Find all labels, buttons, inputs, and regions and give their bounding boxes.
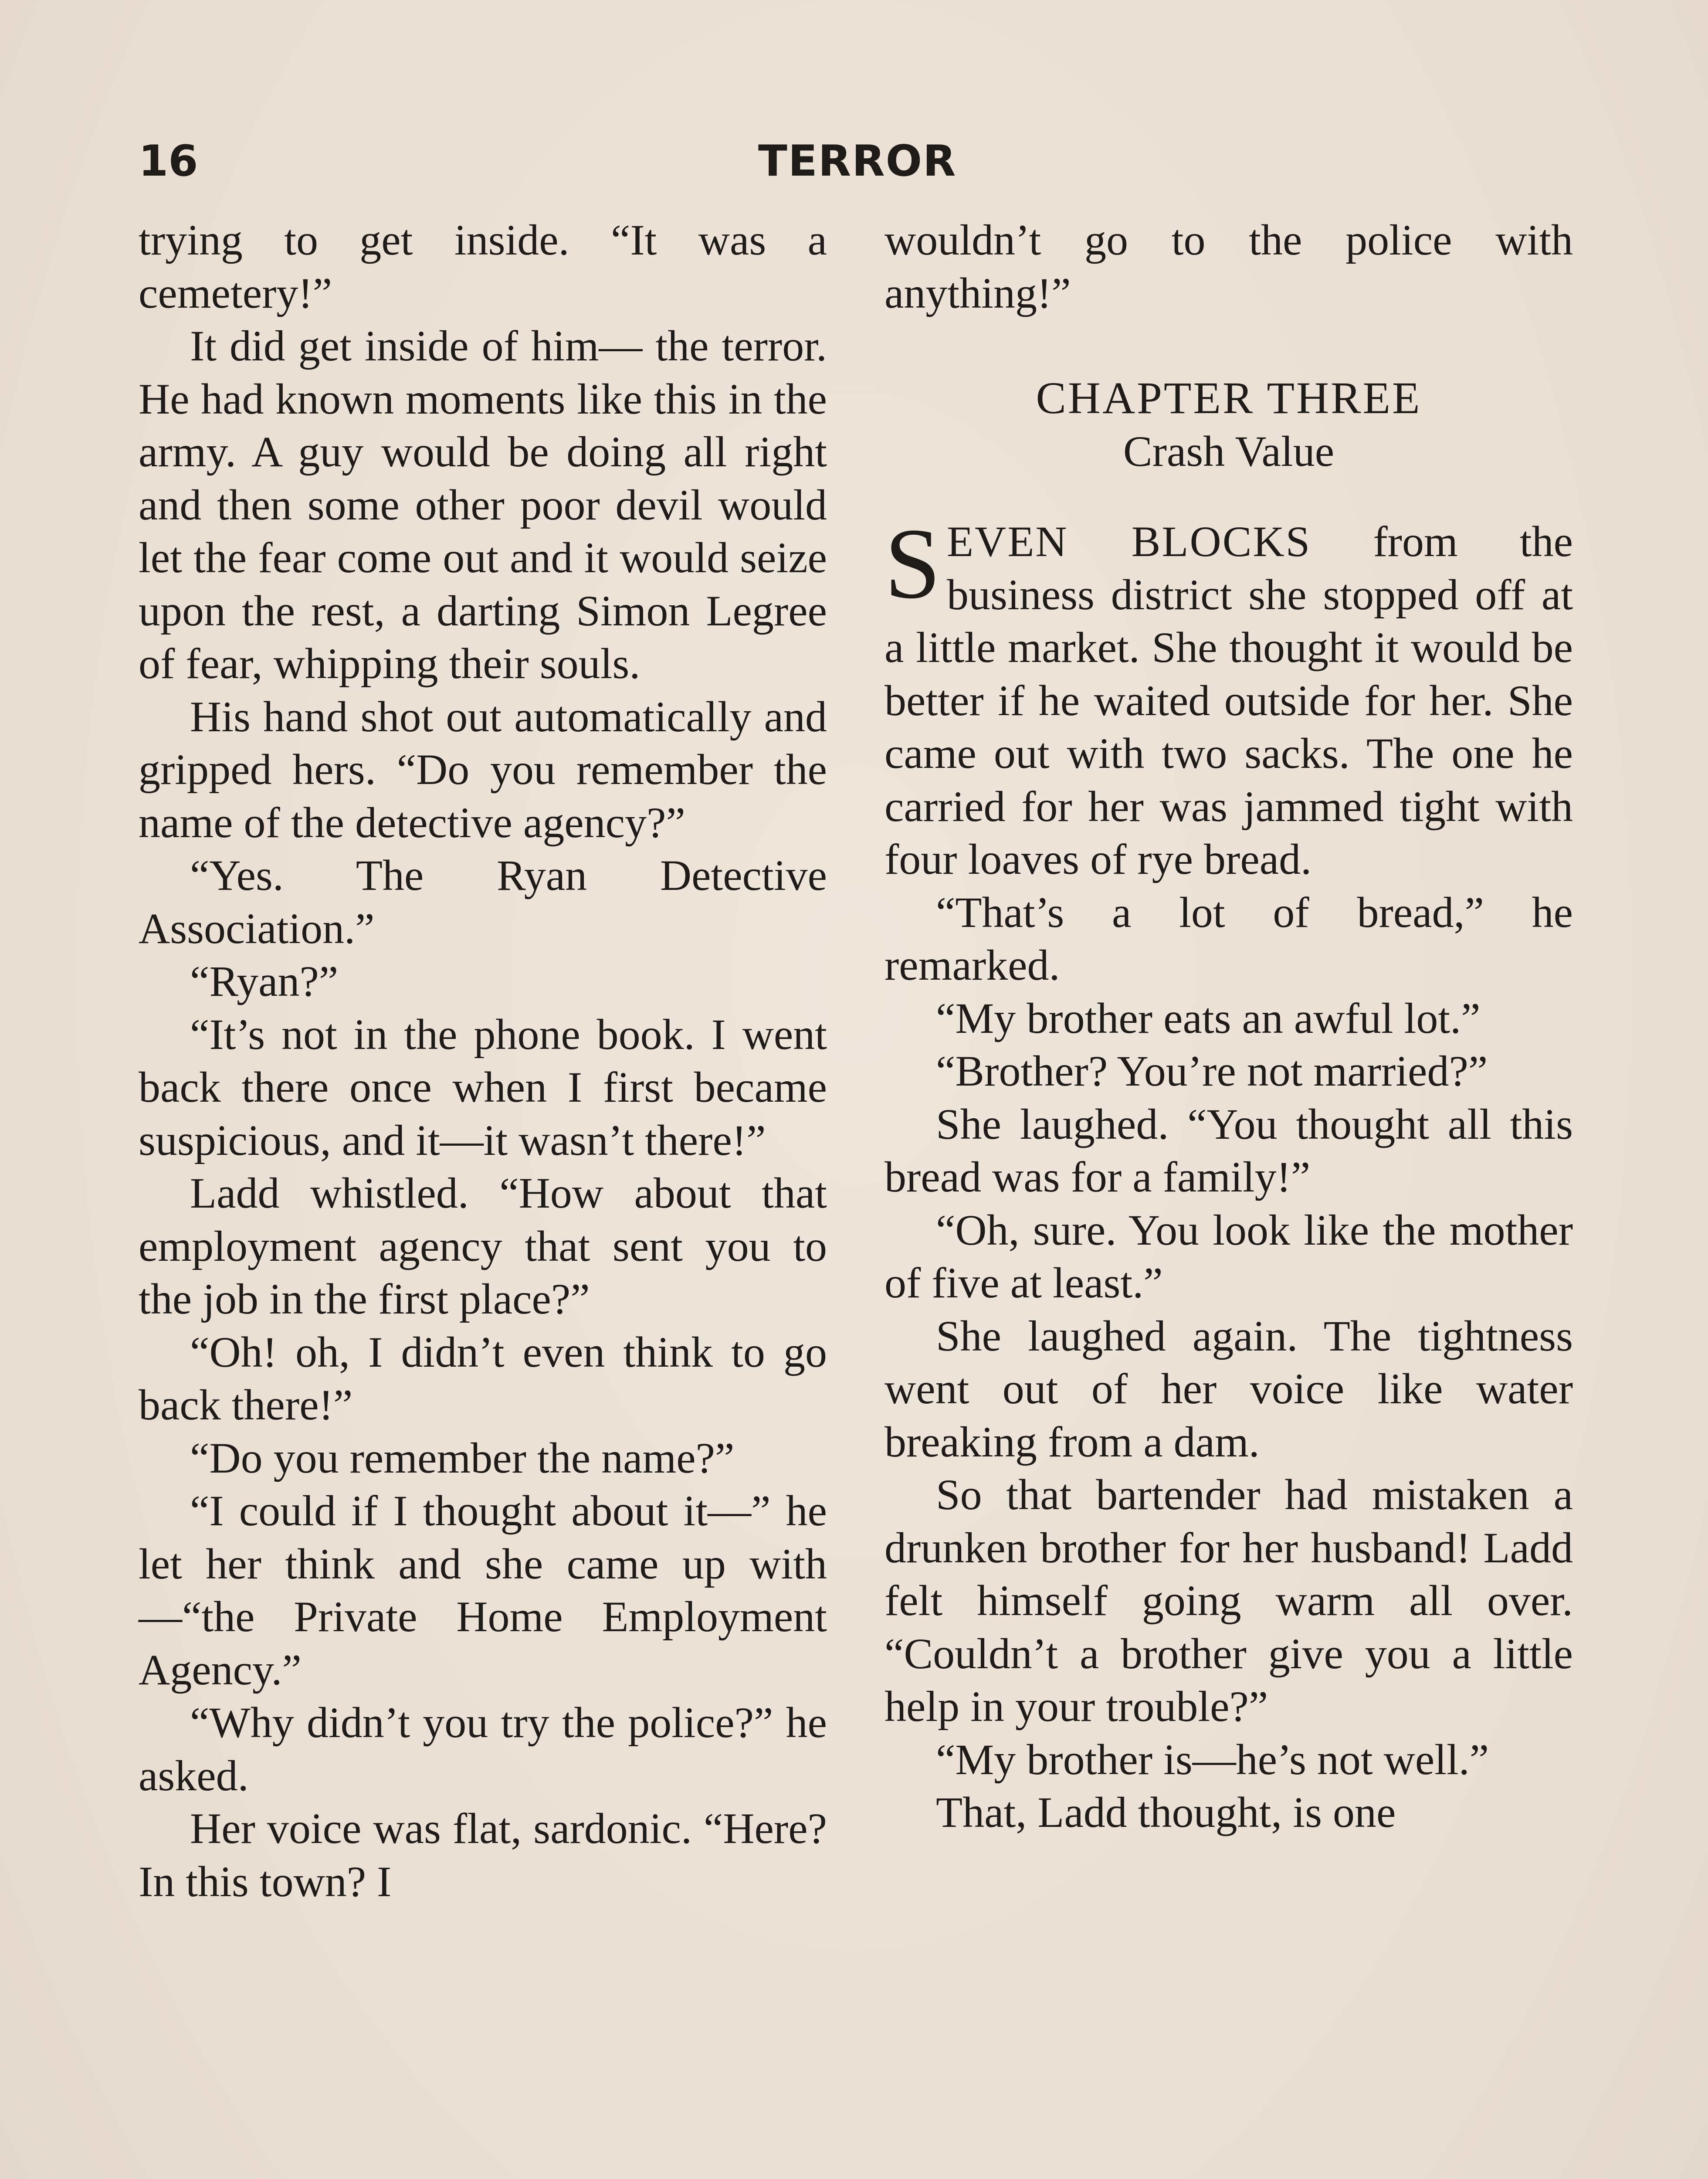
paragraph: “Do you remember the name?” <box>190 1433 735 1482</box>
paragraph: Ladd whistled. “How about that employment agency that sent you to the job in the first place?” <box>139 1169 827 1323</box>
paragraph: “My brother is—he’s not well.” <box>936 1735 1489 1784</box>
paragraph-text: from the business district she stopped off at a little market. She thought it would be better if he waited outside for her. She came out with two sacks. The one he carried for her was jammed tight with four loaves of rye bread. <box>884 517 1573 883</box>
page-number: 16 <box>139 136 198 186</box>
paragraph: “Ryan?” <box>190 957 339 1005</box>
running-title: TERROR <box>758 136 957 186</box>
chapter-opening-paragraph <box>884 508 1573 886</box>
paragraph: “Brother? You’re not married?” <box>936 1047 1488 1095</box>
paragraph: So that bartender had mistaken a drunken brother for her husband! Ladd felt himself going warm all over. “Couldn’t a brother give you a little help in your trouble?” <box>884 1470 1573 1731</box>
paragraph: “Oh, sure. You look like the mother of five at least.” <box>884 1205 1573 1307</box>
paragraph: That, Ladd thought, is one <box>936 1788 1396 1836</box>
chapter-heading <box>884 372 1573 478</box>
paragraph: “I could if I thought about it—” he let her think and she came up with—“the Private Home Employment Agency.” <box>139 1487 827 1694</box>
page-header <box>0 131 1708 192</box>
paragraph: She laughed. “You thought all this bread was for a family!” <box>884 1100 1573 1201</box>
paragraph: Her voice was flat, sardonic. “Here? In this town? I <box>139 1804 827 1906</box>
left-column <box>139 214 827 1908</box>
paragraph: She laughed again. The tightness went out of her voice like water breaking from a dam. <box>884 1311 1573 1466</box>
right-column <box>884 214 1573 1839</box>
paragraph: “It’s not in the phone book. I went back there once when I first became suspicious, and it—it wasn’t there!” <box>139 1010 827 1164</box>
drop-cap: S <box>884 508 941 620</box>
paragraph: wouldn’t go to the police with anything!” <box>884 216 1573 317</box>
paragraph: “That’s a lot of bread,” he remarked. <box>884 888 1573 989</box>
paragraph: trying to get inside. “It was a cemetery!” <box>139 216 827 317</box>
paragraph: “Oh! oh, I didn’t even think to go back there!” <box>139 1327 827 1429</box>
paragraph: “My brother eats an awful lot.” <box>936 994 1481 1042</box>
lead-in-text: EVEN BLOCKS <box>947 517 1312 566</box>
paragraph: It did get inside of him— the terror. He had known moments like this in the army. A guy would be doing all right and then some other poor devil would let the fear come out and it would seize upon the rest, a darting Simon Legree of fear, whipping their souls. <box>139 322 827 688</box>
chapter-title: CHAPTER THREE <box>1036 373 1422 423</box>
paragraph: “Yes. The Ryan Detective Association.” <box>139 851 827 953</box>
paragraph: His hand shot out automatically and gripped hers. “Do you remember the name of the detective agency?” <box>139 692 827 847</box>
paragraph: “Why didn’t you try the police?” he asked. <box>139 1698 827 1800</box>
chapter-subtitle: Crash Value <box>1123 427 1335 475</box>
